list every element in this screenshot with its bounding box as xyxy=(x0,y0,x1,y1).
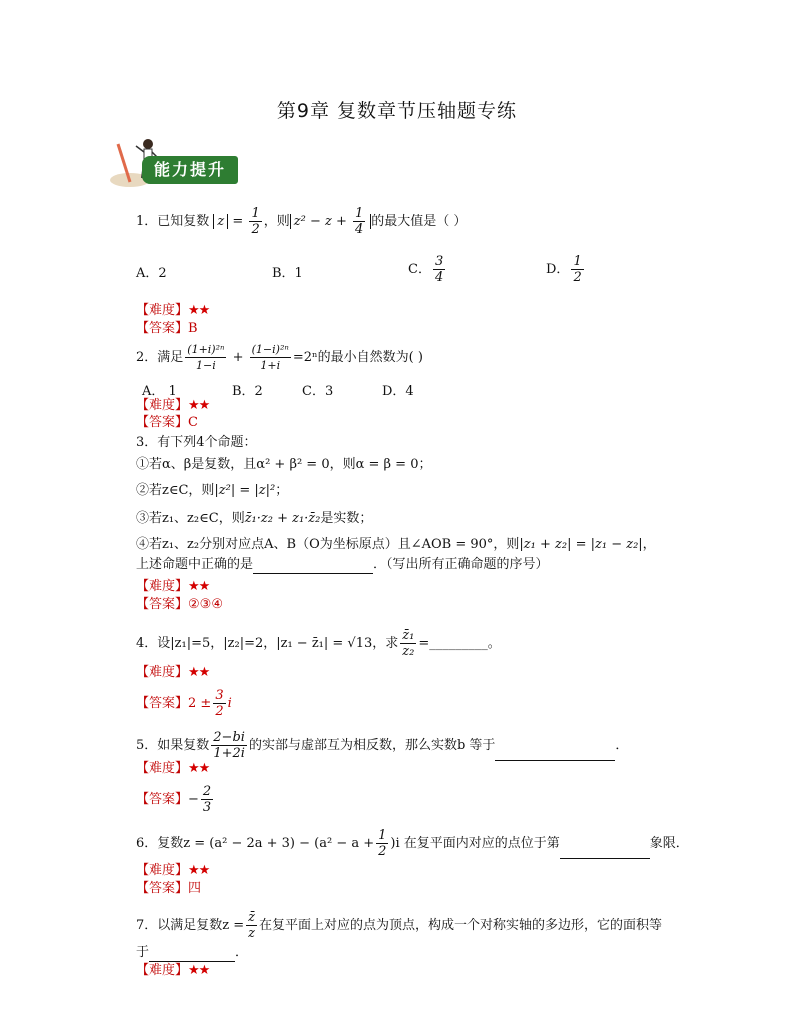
question-6: 6．复数z = (a² − 2a + 3) − (a² − a + $\frac{1}{2}$ )i 在复平面内对应的点位于第 象限． xyxy=(136,828,689,859)
fraction: $\frac{1}{2}$ xyxy=(251,206,260,237)
q4-difficulty: 【难度】★★ xyxy=(136,665,210,680)
q2-answer: 【答案】C xyxy=(136,415,198,430)
q2-option-a: A． 1 xyxy=(142,384,177,399)
q2-option-b: B．2 xyxy=(232,384,263,399)
q1-option-b: B．1 xyxy=(272,266,303,281)
q6-answer: 【答案】四 xyxy=(136,881,202,896)
question-4: 4．设|z₁|=5，|z₂|=2，|z₁ − z̄₁| = √13，求 $\frac{\text{z̄₁}}{\text{z₂}}$ =_________。 xyxy=(136,628,501,659)
answer-blank xyxy=(495,760,615,761)
answer-blank xyxy=(253,573,373,574)
q1-option-a: A．2 xyxy=(136,266,167,281)
q2-option-d: D．4 xyxy=(382,384,414,399)
q3-prompt: 上述命题中正确的是 ．（写出所有正确命题的序号） xyxy=(136,557,549,572)
question-7: 7．以满足复数z = $\frac{z̄}{z}$ 在复平面上对应的点为顶点，构成一个对称实轴的多边形，它的面积等 xyxy=(136,910,663,941)
q3-proposition-1: ①若α、β是复数，且α² + β² = 0，则α = β = 0； xyxy=(136,457,432,472)
q3-answer: 【答案】②③④ xyxy=(136,597,223,612)
section-banner-label: 能力提升 xyxy=(142,156,238,184)
difficulty-stars: ★★ xyxy=(188,303,210,318)
answer-blank xyxy=(560,858,650,859)
q3-difficulty: 【难度】★★ xyxy=(136,579,210,594)
q1-option-d: D． $\frac{1}{2}$ xyxy=(546,254,582,285)
q4-answer: 【答案】2 ± $\frac{3}{2}$ i xyxy=(136,688,232,719)
page-title: 第9章 复数章节压轴题专练 xyxy=(276,100,518,122)
q3-proposition-3: ③若z₁、z₂∈C，则z̄₁·z₂ + z₁·z̄₂是实数； xyxy=(136,511,373,526)
question-1: 1．已知复数 z = $\frac{1}{2}$ ，则 z² − z + $\frac{1}{4}$ 的最大值是（ ） xyxy=(136,206,467,237)
q2-option-c: C．3 xyxy=(302,384,334,399)
q6-difficulty: 【难度】★★ xyxy=(136,863,210,878)
q2-difficulty: 【难度】★★ xyxy=(136,398,210,413)
question-3: 3．有下列4个命题： xyxy=(136,435,257,450)
q5-difficulty: 【难度】★★ xyxy=(136,761,210,776)
q3-proposition-2: ②若z∈C，则|z²| = |z|²； xyxy=(136,483,289,498)
q5-answer: 【答案】− $\frac{2}{3}$ xyxy=(136,784,212,815)
q1-difficulty: 【难度】★★ xyxy=(136,303,210,318)
question-5: 5．如果复数 $\frac{2-bi}{1+2i}$ 的实部与虚部互为相反数，那么实数b 等于 ． xyxy=(136,730,629,761)
q3-proposition-4: ④若z₁、z₂分别对应点A、B（O为坐标原点）且∠AOB = 90°，则|z₁ + z₂| = |z₁ − z₂|， xyxy=(136,537,656,552)
question-2: 2．满足 $\frac{\text{(1+i)²ⁿ}}{1-i}$ + $\frac{\text{(1−i)²ⁿ}}{1+i}$ =2ⁿ的最小自然数为( ) xyxy=(136,343,423,372)
q1-answer: 【答案】B xyxy=(136,321,198,336)
q7-difficulty: 【难度】★★ xyxy=(136,963,210,978)
q7-line-2: 于 ． xyxy=(136,945,249,960)
q1-option-c: C． $\frac{3}{4}$ xyxy=(408,254,444,285)
